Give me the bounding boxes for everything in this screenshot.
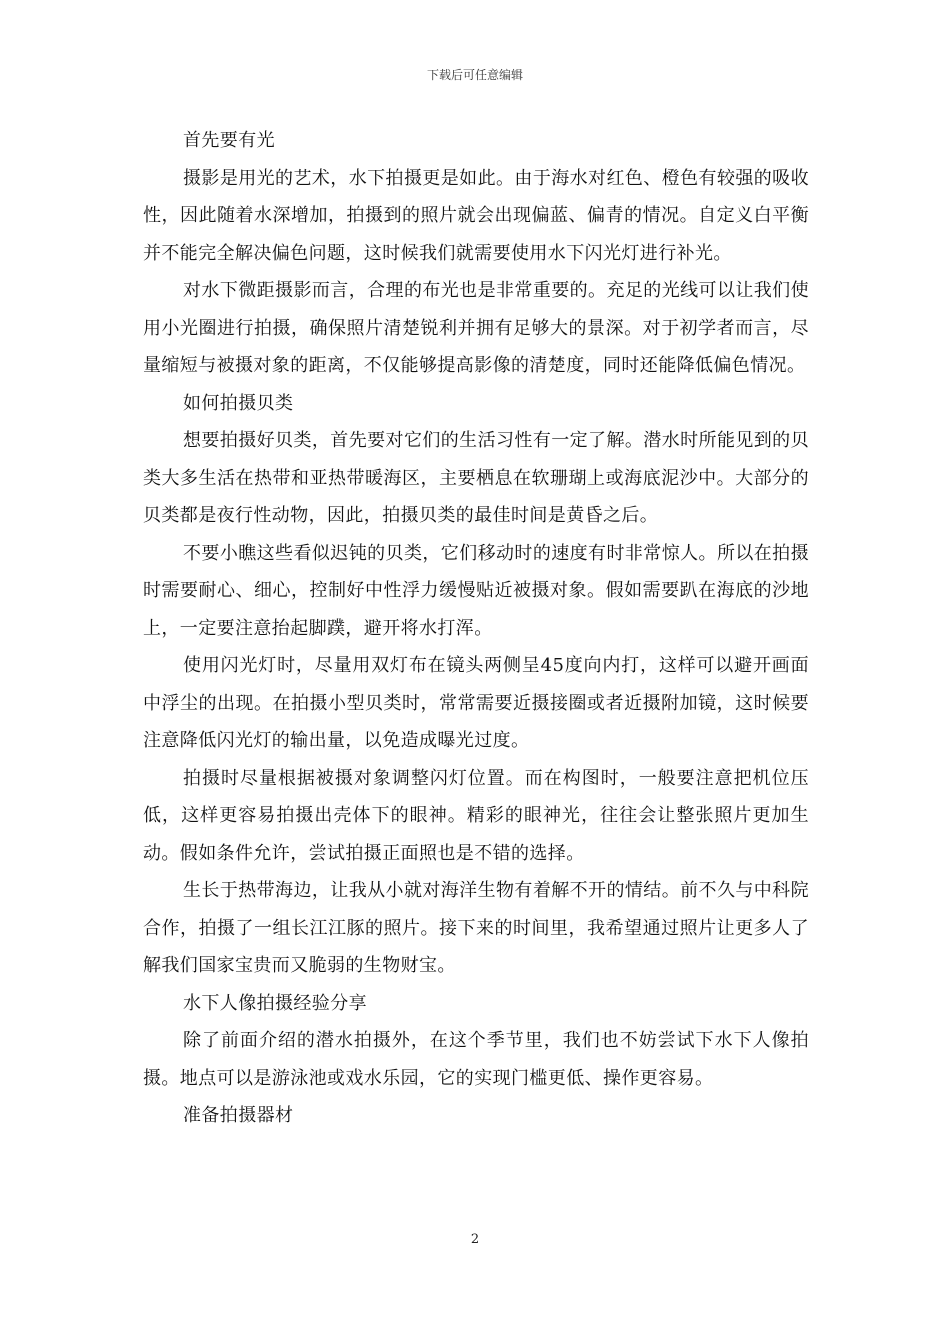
- paragraph: 不要小瞧这些看似迟钝的贝类，它们移动时的速度有时非常惊人。所以在拍摄时需要耐心、细心，控制好中性浮力缓慢贴近被摄对象。假如需要趴在海底的沙地上，一定要注意抬起脚蹼，避开将水打浑。: [143, 542, 809, 639]
- paragraph: 对水下微距摄影而言，合理的布光也是非常重要的。充足的光线可以让我们使用小光圈进行拍摄，确保照片清楚锐利并拥有足够大的景深。对于初学者而言，尽量缩短与被摄对象的距离，不仅能够提高影像的清楚度，同时还能降低偏色情况。: [143, 280, 809, 376]
- paragraph: 生长于热带海边，让我从小就对海洋生物有着解不开的情结。前不久与中科院合作，拍摄了一组长江江豚的照片。接下来的时间里，我希望通过照片让更多人了解我们国家宝贵而又脆弱的生物财宝。: [143, 880, 809, 976]
- paragraph: 想要拍摄好贝类，首先要对它们的生活习性有一定了解。潜水时所能见到的贝类大多生活在热带和亚热带暖海区，主要栖息在软珊瑚上或海底泥沙中。大部分的贝类都是夜行性动物，因此，拍摄贝类的最佳时间是黄昏之后。: [143, 430, 809, 526]
- page-number: 2: [470, 1232, 480, 1247]
- section-heading-portrait: 水下人像拍摄经验分享: [183, 992, 367, 1014]
- page-header: 下载后可任意编辑: [426, 68, 523, 82]
- paragraph: 使用闪光灯时，尽量用双灯布在镜头两侧呈45度向内打，这样可以避开画面中浮尘的出现。在拍摄小型贝类时，常常需要近摄接圈或者近摄附加镜，这时候要注意降低闪光灯的输出量，以免造成曝光过度。: [143, 655, 809, 751]
- paragraph: 除了前面介绍的潜水拍摄外，在这个季节里，我们也不妨尝试下水下人像拍摄。地点可以是游泳池或戏水乐园，它的实现门槛更低、操作更容易。: [143, 1030, 809, 1089]
- section-heading-shellfish: 如何拍摄贝类: [183, 392, 294, 414]
- document-body: [143, 122, 809, 1135]
- section-heading-light: 首先要有光: [183, 130, 275, 151]
- paragraph: 摄影是用光的艺术，水下拍摄更是如此。由于海水对红色、橙色有较强的吸收性，因此随着水深增加，拍摄到的照片就会出现偏蓝、偏青的情况。自定义白平衡并不能完全解决偏色问题，这时候我们就需要使用水下闪光灯进行补光。: [143, 167, 809, 264]
- paragraph: 拍摄时尽量根据被摄对象调整闪灯位置。而在构图时，一般要注意把机位压低，这样更容易拍摄出壳体下的眼神。精彩的眼神光，往往会让整张照片更加生动。假如条件允许，尝试拍摄正面照也是不错的选择。: [143, 767, 809, 864]
- section-heading-equipment: 准备拍摄器材: [183, 1105, 294, 1126]
